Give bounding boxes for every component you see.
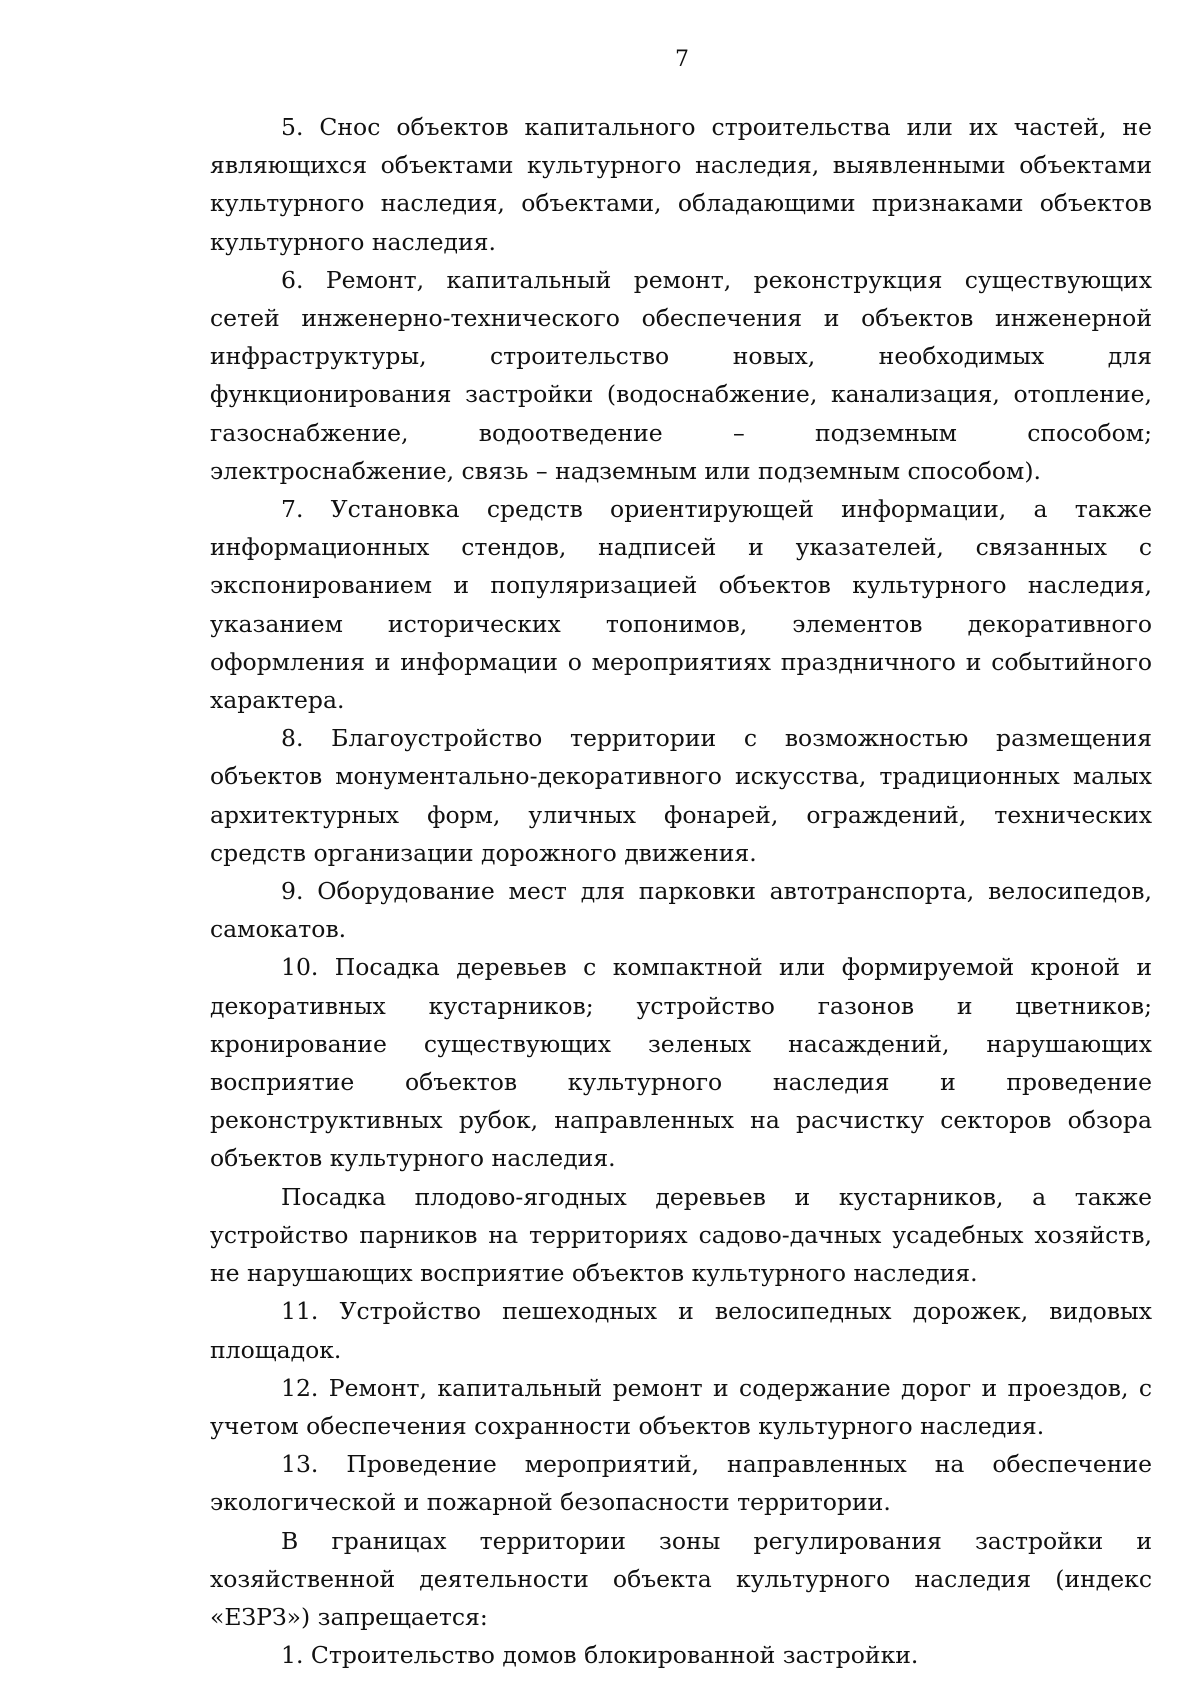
page-number: 7 (675, 47, 689, 72)
paragraph-prohibitions-intro: В границах территории зоны регулирования застройки и хозяйственной деятельности объекта культурного наследия (индекс «ЕЗРЗ») запрещается: (210, 1526, 1152, 1631)
document-body (210, 108, 1152, 1674)
paragraph-item-12: 12. Ремонт, капитальный ремонт и содержание дорог и проездов, с учетом обеспечения сохранности объектов культурного наследия. (210, 1373, 1152, 1440)
paragraph-item-7: 7. Установка средств ориентирующей информации, а также информационных стендов, надписей и указателей, связанных с экспонированием и популяризацией объектов культурного наследия, указанием исторических топонимов, элементов декоративного оформления и информации о мероприятиях праздничного и событийного характера. (210, 495, 1152, 715)
paragraph-item-5: 5. Снос объектов капитального строительства или их частей, не являющихся объектами культурного наследия, выявленными объектами культурного наследия, объектами, обладающими признаками объектов культурного наследия. (210, 113, 1152, 256)
paragraph-item-13: 13. Проведение мероприятий, направленных на обеспечение экологической и пожарной безопасности территории. (210, 1450, 1152, 1517)
paragraph-item-9: 9. Оборудование мест для парковки автотранспорта, велосипедов, самокатов. (210, 877, 1152, 944)
paragraph-item-8: 8. Благоустройство территории с возможностью размещения объектов монументально-декоративного искусства, традиционных малых архитектурных форм, уличных фонарей, ограждений, технических средств организации дорожного движения. (210, 724, 1152, 867)
paragraph-prohibition-1: 1. Строительство домов блокированной застройки. (281, 1641, 919, 1670)
paragraph-item-11: 11. Устройство пешеходных и велосипедных дорожек, видовых площадок. (210, 1297, 1152, 1364)
paragraph-item-10-continuation: Посадка плодово-ягодных деревьев и кустарников, а также устройство парников на территориях садово-дачных усадебных хозяйств, не нарушающих восприятие объектов культурного наследия. (210, 1182, 1152, 1288)
paragraph-item-6: 6. Ремонт, капитальный ремонт, реконструкция существующих сетей инженерно-технического обеспечения и объектов инженерной инфраструктуры, строительство новых, необходимых для функционирования застройки (водоснабжение, канализация, отопление, газоснабжение, водоотведение – подземным способом; электроснабжение, связь – надземным или подземным способом). (210, 265, 1152, 485)
paragraph-item-10: 10. Посадка деревьев с компактной или формируемой кроной и декоративных кустарников; устройство газонов и цветников; кронирование существующих зеленых насаждений, нарушающих восприятие объектов культурного наследия и проведение реконструктивных рубок, направленных на расчистку секторов обзора объектов культурного наследия. (210, 953, 1152, 1173)
